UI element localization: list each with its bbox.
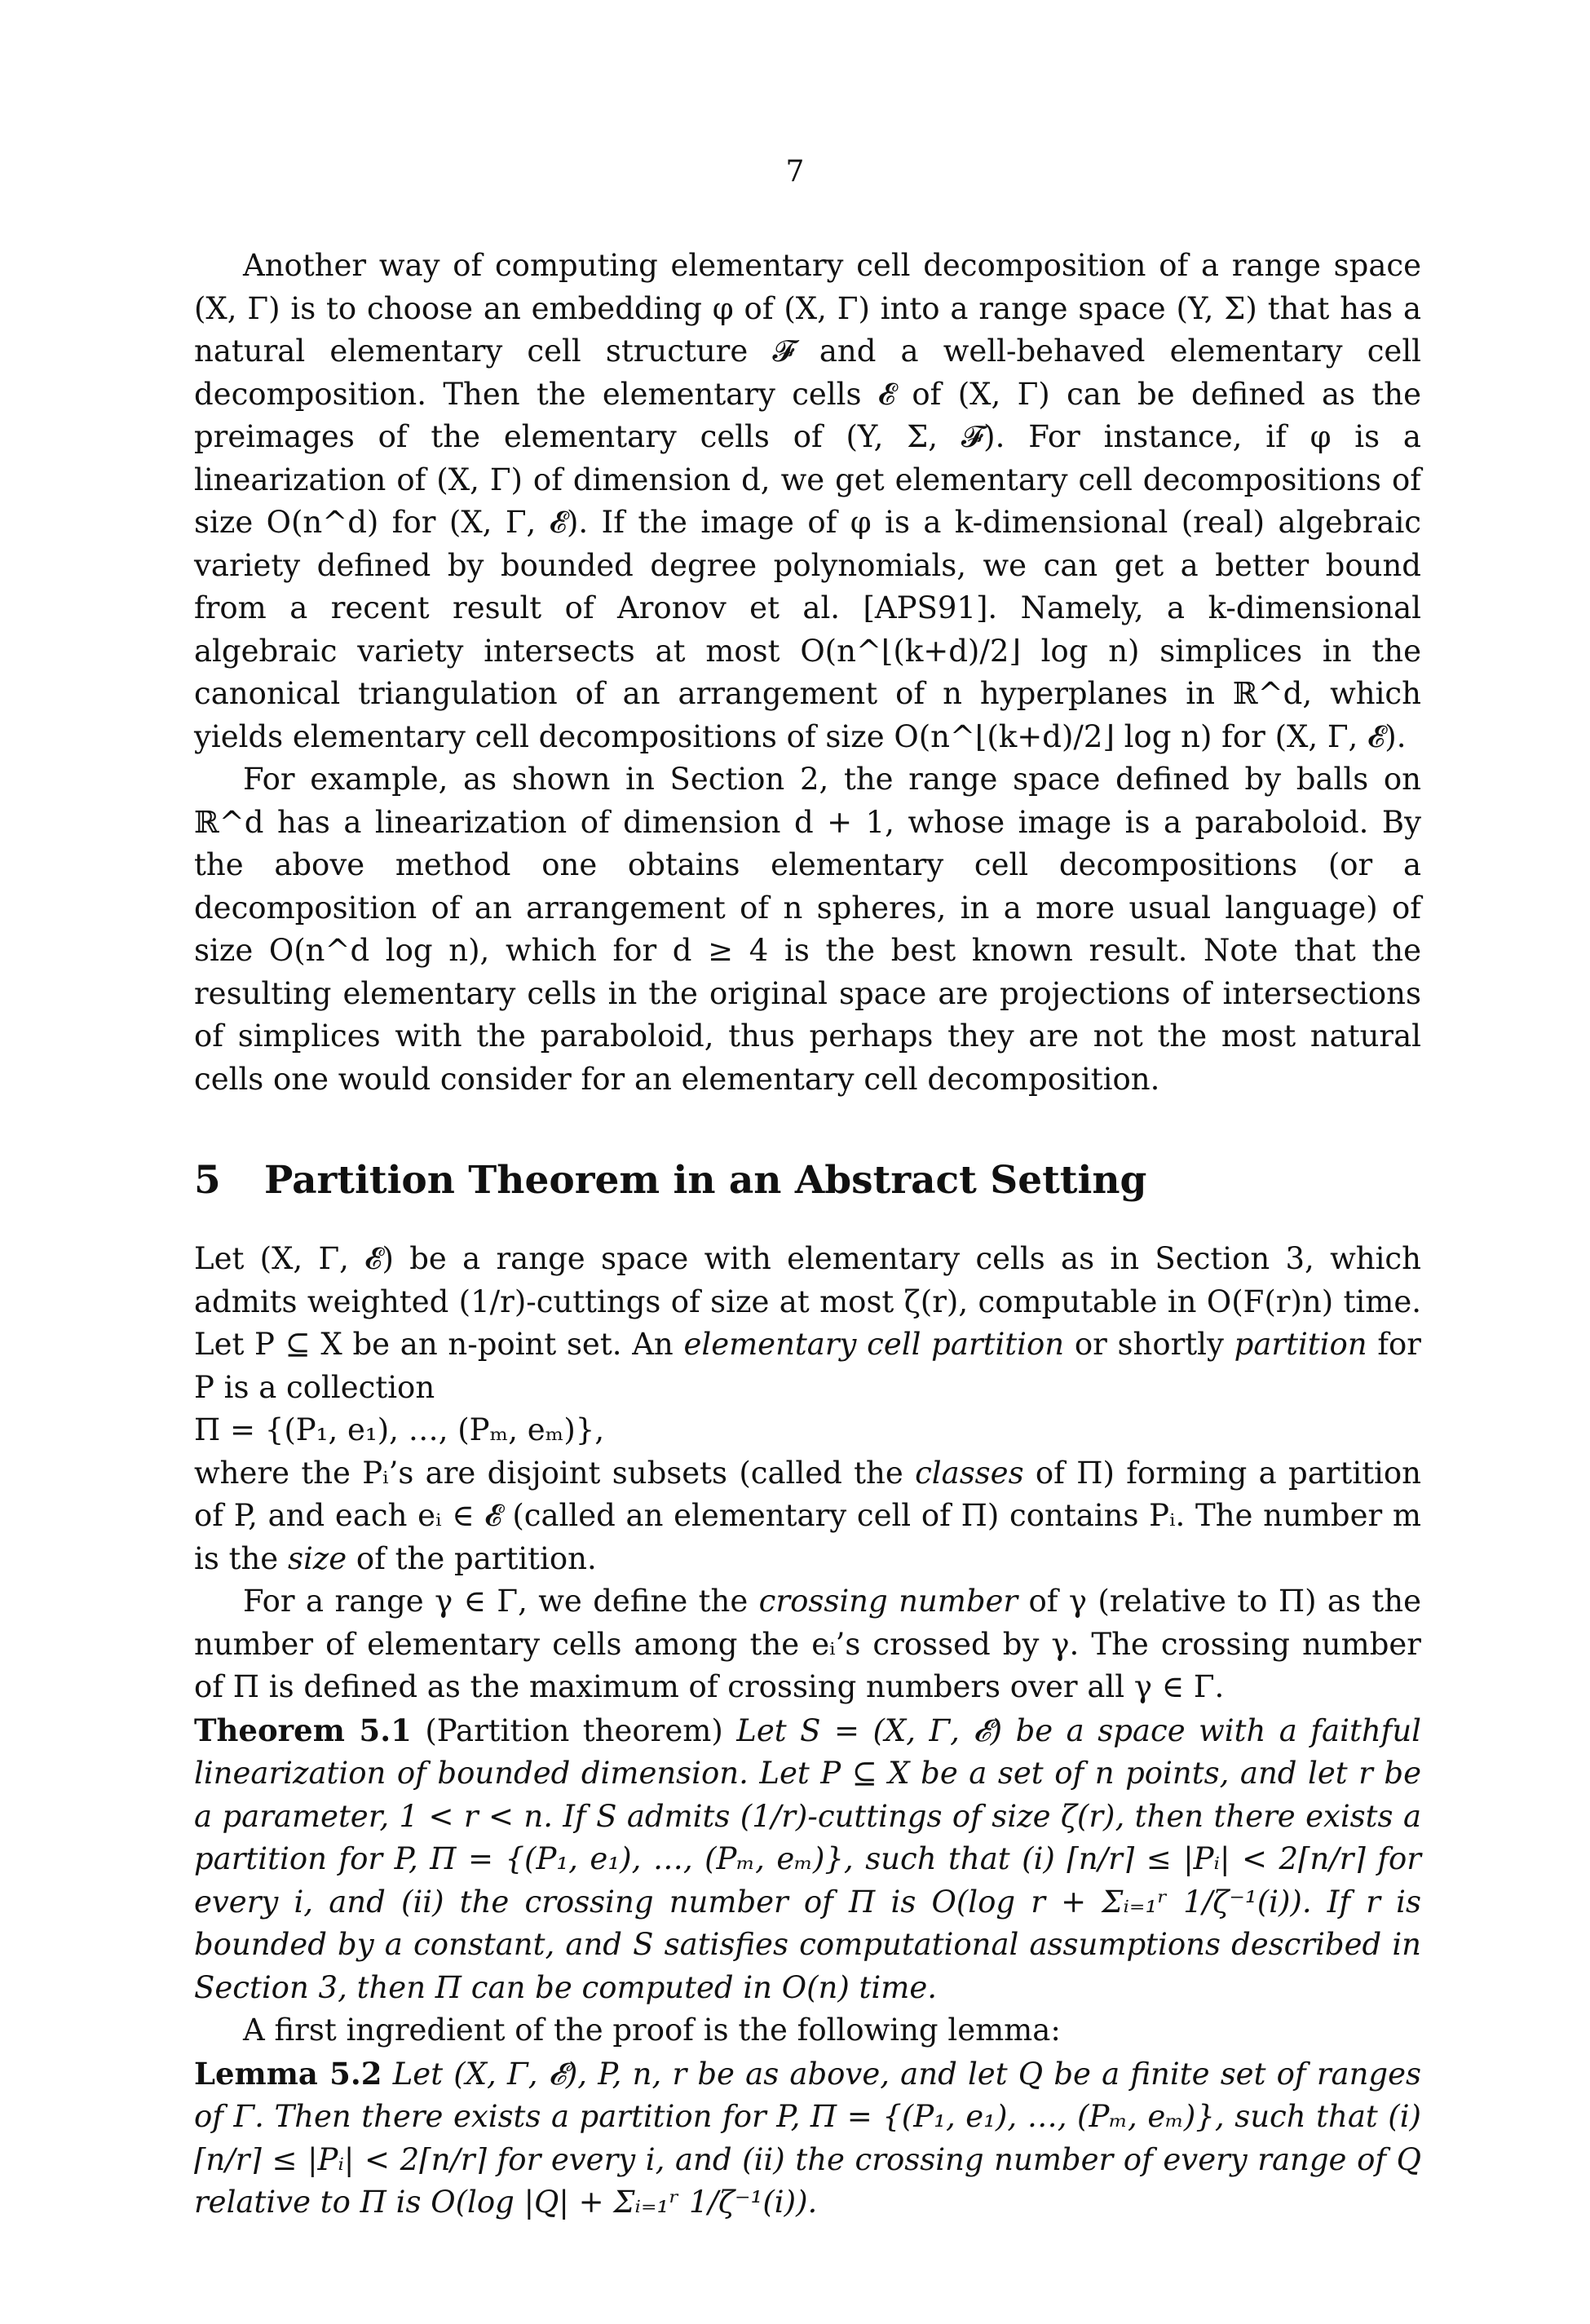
term-size: size	[287, 1540, 347, 1576]
paragraph-partition-def	[194, 1238, 1421, 1409]
text-run: Let (X, Γ, 𝓔) be a range space with elementary cells as in Section 3, which admits weighted (1/r)-cuttings of size at most ζ(r), computable in O(F(r)n) time. Let P ⊆ X be an n-point set. An	[194, 1241, 1421, 1362]
theorem-name: (Partition theorem)	[411, 1712, 737, 1748]
paragraph-embedding: Another way of computing elementary cell decomposition of a range space (X, Γ) is to choose an embedding φ of (X, Γ) into a range space (Y, Σ) that has a natural elementary cell structure 𝓕 and a well-behaved elementary cell decomposition. Then the elementary cells 𝓔 of (X, Γ) can be defined as the preimages of the elementary cells of (Y, Σ, 𝓕). For instance, if φ is a linearization of (X, Γ) of dimension d, we get elementary cell decompositions of size O(n^d) for (X, Γ, 𝓔). If the image of φ is a k-dimensional (real) algebraic variety defined by bounded degree polynomials, we can get a better bound from a recent result of Aronov et al. [APS91]. Namely, a k-dimensional algebraic variety intersects at most O(n^⌊(k+d)/2⌋ log n) simplices in the canonical triangulation of an arrangement of n hyperplanes in ℝ^d, which yields elementary cell decompositions of size O(n^⌊(k+d)/2⌋ log n) for (X, Γ, 𝓔).	[194, 248, 1421, 754]
lemma-body: Let (X, Γ, 𝓔), P, n, r be as above, and let Q be a finite set of ranges of Γ. Then there exists a partition for P, Π = {(P₁, e₁), …, (Pₘ, eₘ)}, such that (i) ⌈n/r⌉ ≤ |Pᵢ| < 2⌈n/r⌉ for every i, and (ii) the crossing number of every range of Q relative to Π is O(log |Q| + Σᵢ₌₁ʳ 1/ζ⁻¹(i)).	[194, 2056, 1421, 2220]
term-elementary-cell-partition: elementary cell partition	[683, 1327, 1065, 1362]
section-title: Partition Theorem in an Abstract Setting	[264, 1158, 1147, 1203]
term-partition: partition	[1234, 1327, 1367, 1362]
theorem-body: Let S = (X, Γ, 𝓔) be a space with a faithful linearization of bounded dimension. Let P ⊆ X be a set of n points, and let r be a parameter, 1 < r < n. If S admits (1/r)-cuttings of size ζ(r), then there exists a partition for P, Π = {(P₁, e₁), …, (Pₘ, eₘ)}, such that (i) ⌈n/r⌉ ≤ |Pᵢ| < 2⌈n/r⌉ for every i, and (ii) the crossing number of Π is O(log r + Σᵢ₌₁ʳ 1/ζ⁻¹(i)). If r is bounded by a constant, and S satisfies computational assumptions described in Section 3, then Π can be computed in O(n) time.	[194, 1712, 1422, 2005]
text-run: of γ (relative to Π) as the number of elementary cells among the eᵢ’s crossed by γ. The crossing number of Π is defined as the maximum of crossing numbers over all γ ∈ Γ.	[194, 1584, 1421, 1704]
theorem-label: Theorem 5.1	[194, 1712, 412, 1748]
theorem-5-1	[194, 1709, 1421, 2010]
page-number: 7	[785, 155, 805, 188]
text-run: for P is a collection	[194, 1327, 1421, 1405]
term-crossing-number: crossing number	[758, 1584, 1018, 1619]
text-run: of Π) forming a partition of P, and each eᵢ ∈ 𝓔 (called an elementary cell of Π) contains Pᵢ. The number m is the	[194, 1455, 1421, 1576]
paragraph-transition: A first ingredient of the proof is the following lemma:	[243, 2013, 1061, 2048]
section-heading	[194, 1156, 1421, 1205]
paragraph-example: For example, as shown in Section 2, the range space defined by balls on ℝ^d has a linearization of dimension d + 1, whose image is a paraboloid. By the above method one obtains elementary cell decompositions (or a decomposition of an arrangement of n spheres, in a more usual language) of size O(n^d log n), which for d ≥ 4 is the best known result. Note that the resulting elementary cells in the original space are projections of intersections of simplices with the paraboloid, thus perhaps they are not the most natural cells one would consider for an elementary cell decomposition.	[194, 762, 1421, 1097]
display-equation: Π = {(P₁, e₁), …, (Pₘ, eₘ)},	[194, 1412, 605, 1447]
lemma-label: Lemma 5.2	[194, 2055, 382, 2092]
lemma-5-2	[194, 2052, 1421, 2225]
paragraph-crossing-number	[194, 1580, 1421, 1709]
text-run: For a range γ ∈ Γ, we define the	[243, 1584, 759, 1619]
text-run: or shortly	[1064, 1327, 1234, 1362]
term-classes: classes	[915, 1455, 1024, 1491]
text-run: where the Pᵢ’s are disjoint subsets (called the	[194, 1455, 916, 1491]
paragraph-classes	[194, 1452, 1421, 1581]
page-body	[194, 245, 1421, 2225]
section-number: 5	[194, 1158, 221, 1203]
text-run: of the partition.	[347, 1540, 597, 1576]
